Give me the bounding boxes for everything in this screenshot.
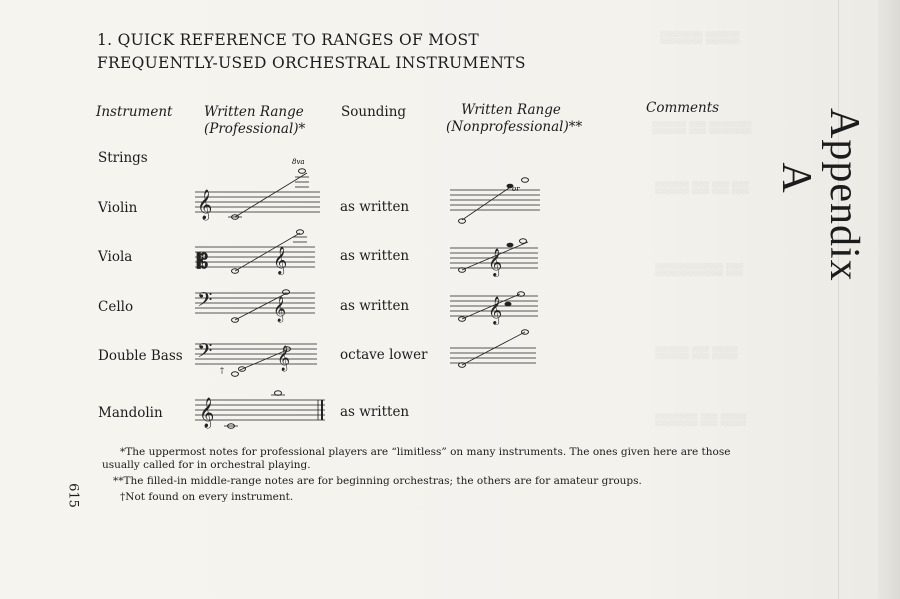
section-strings: Strings <box>98 150 148 166</box>
header-sounding: Sounding <box>341 104 407 120</box>
svg-text:𝄞: 𝄞 <box>197 190 213 220</box>
instrument-viola: Viola <box>98 249 133 265</box>
footnote-star-2: **The filled-in middle-range notes are for beginning orchestras; the others are for amateur groups. <box>113 475 642 487</box>
sounding-double-bass: octave lower <box>340 347 428 363</box>
svg-text:𝄡: 𝄡 <box>197 249 209 273</box>
svg-text:𝄢: 𝄢 <box>197 288 213 316</box>
or-mark: or <box>512 185 520 193</box>
svg-text:𝄞: 𝄞 <box>273 297 287 322</box>
instrument-double-bass: Double Bass <box>98 348 183 364</box>
sounding-viola: as written <box>340 248 410 264</box>
svg-text:𝄞: 𝄞 <box>488 248 503 276</box>
header-written-pro-line2: (Professional)* <box>204 121 306 137</box>
ottava-mark: 8va <box>292 158 305 166</box>
header-written-nonpro <box>446 102 583 136</box>
header-written-pro-line1: Written Range <box>204 104 304 120</box>
footnote-star-1b: usually called for in orchestral playing. <box>102 459 311 471</box>
appendix-label: Appendix A <box>773 108 867 282</box>
svg-text:𝄞: 𝄞 <box>277 346 291 371</box>
dagger-mark: † <box>220 366 224 375</box>
footnote-dagger: †Not found on every instrument. <box>120 491 294 503</box>
page-number: 615 <box>65 483 81 508</box>
svg-text:𝄞: 𝄞 <box>488 296 503 324</box>
header-comments: Comments <box>646 100 720 116</box>
bleed-through-text: ▒▒▒▒ ▒▒ ▒▒ ▒▒ <box>655 180 750 194</box>
footnote-star-1a: *The uppermost notes for professional players are “limitless” on many instruments. The ones given here are those <box>120 446 731 458</box>
instrument-violin: Violin <box>98 200 138 216</box>
bleed-through-text: ▒▒▒▒ ▒▒ ▒▒▒ <box>655 345 738 359</box>
page-fold-line <box>838 0 839 599</box>
sounding-violin: as written <box>340 199 410 215</box>
header-instrument: Instrument <box>96 104 173 120</box>
title-line-1: 1. QUICK REFERENCE TO RANGES OF MOST <box>97 31 480 49</box>
title-line-2: FREQUENTLY-USED ORCHESTRAL INSTRUMENTS <box>97 54 526 72</box>
bleed-through-text: ▒▒▒▒ ▒▒ ▒▒▒▒▒ <box>652 120 752 134</box>
svg-text:𝄢: 𝄢 <box>197 339 213 367</box>
svg-text:𝄞: 𝄞 <box>199 398 215 428</box>
header-written-nonpro-line2: (Nonprofessional)** <box>446 119 583 135</box>
bleed-through-text: ▒▒▒▒▒▒▒▒ ▒▒ <box>655 262 744 276</box>
nonprofessional-range-staves <box>450 170 545 380</box>
header-written-nonpro-line1: Written Range <box>461 102 561 118</box>
page-edge-shadow <box>878 0 900 599</box>
sounding-cello: as written <box>340 298 410 314</box>
svg-text:𝄞: 𝄞 <box>273 246 288 274</box>
sounding-mandolin: as written <box>340 404 410 420</box>
bleed-through-text: ▒▒▒▒▒ ▒▒▒▒ <box>660 30 740 44</box>
instrument-mandolin: Mandolin <box>98 405 163 421</box>
header-written-pro <box>204 104 305 138</box>
professional-range-staves <box>195 155 325 440</box>
instrument-cello: Cello <box>98 299 134 315</box>
bleed-through-text: ▒▒▒▒▒ ▒▒ ▒▒▒ <box>655 412 747 426</box>
